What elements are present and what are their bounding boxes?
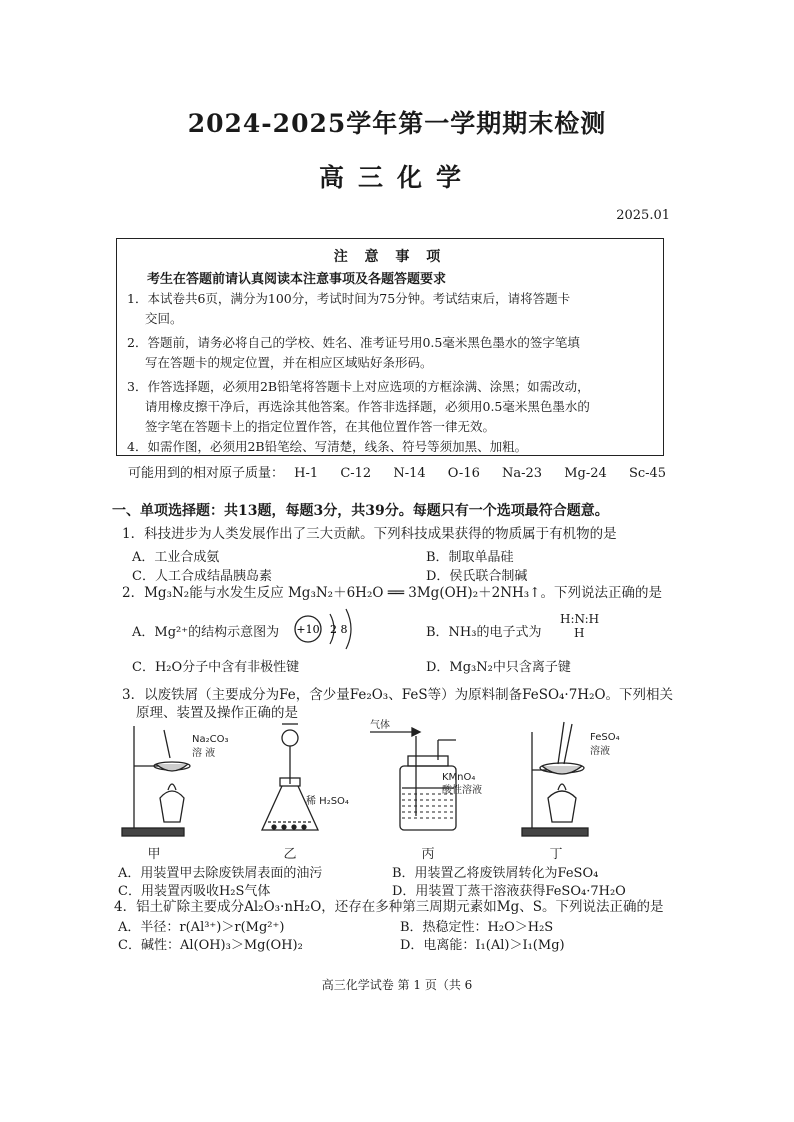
exam-date: 2025.01 bbox=[616, 208, 670, 223]
atomic-mass-value: C-12 bbox=[340, 466, 372, 481]
q4-option-a: A．半径：r(Al³⁺)＞r(Mg²⁺) bbox=[118, 920, 285, 935]
q3-stem-line1: 3．以废铁屑（主要成分为Fe，含少量Fe₂O₃、FeS等）为原料制备FeSO₄·7H₂O。下列相关 bbox=[122, 687, 674, 703]
q2-option-d: D．Mg₃N₂中只含离子键 bbox=[426, 660, 571, 675]
atomic-mass-value: Sc-45 bbox=[628, 466, 667, 481]
q2-option-a: A．Mg²⁺的结构示意图为 bbox=[132, 625, 280, 640]
notice-item: 3．作答选择题，必须用2B铅笔将答题卡上对应选项的方框涂满、涂黑；如需改动， bbox=[127, 379, 590, 394]
jia-reagent-2: 溶 液 bbox=[192, 748, 216, 759]
q3-option-b: B．用装置乙将废铁屑转化为FeSO₄ bbox=[392, 866, 599, 881]
q1-option-d: D．侯氏联合制碱 bbox=[426, 569, 528, 584]
q3-stem-line2: 原理、装置及操作正确的是 bbox=[136, 705, 298, 721]
apparatus-label-jia: 甲 bbox=[147, 847, 161, 862]
ding-reagent-1: FeSO₄ bbox=[590, 732, 620, 743]
apparatus-yi bbox=[262, 724, 318, 830]
q4-stem: 4．铝土矿除主要成分Al₂O₃·nH₂O，还存在多种第三周期元素如Mg、S。下列说法正确的是 bbox=[114, 899, 664, 915]
page-footer: 高三化学试卷 第 1 页（共 6 bbox=[321, 978, 473, 992]
q2-option-c: C．H₂O分子中含有非极性键 bbox=[132, 660, 300, 675]
q2-stem: 2．Mg₃N₂能与水发生反应 Mg₃N₂＋6H₂O ══ 3Mg(OH)₂＋2NH₃↑。下列说法正确的是 bbox=[122, 585, 662, 601]
notice-box bbox=[116, 238, 664, 456]
atomic-masses-label: 可能用到的相对原子质量： bbox=[128, 466, 285, 481]
exam-subject: 高三化学 bbox=[318, 163, 475, 192]
atomic-mass-value: Mg-24 bbox=[564, 466, 607, 481]
q1-stem: 1．科技进步为人类发展作出了三大贡献。下列科技成果获得的物质属于有机物的是 bbox=[122, 526, 617, 542]
q4-option-d: D．电离能：I₁(Al)＞I₁(Mg) bbox=[400, 938, 565, 953]
apparatus-label-ding: 丁 bbox=[549, 847, 563, 862]
q4-option-c: C．碱性：Al(OH)₃＞Mg(OH)₂ bbox=[118, 938, 303, 953]
q3-option-c: C．用装置丙吸收H₂S气体 bbox=[118, 884, 271, 899]
notice-item: 2．答题前，请务必将自己的学校、姓名、准考证号用0.5毫米黑色墨水的签字笔填 bbox=[127, 335, 580, 350]
q1-option-a: A．工业合成氨 bbox=[132, 550, 220, 565]
atomic-mass-value: O-16 bbox=[447, 466, 480, 481]
section-heading: 一、单项选择题：共13题，每题3分，共39分。每题只有一个选项最符合题意。 bbox=[112, 503, 609, 519]
q1-option-b: B．制取单晶硅 bbox=[426, 550, 514, 565]
notice-item: 4．如需作图，必须用2B铅笔绘、写清楚，线条、符号等须加黑、加粗。 bbox=[127, 439, 528, 454]
nucleus-charge: +10 bbox=[296, 623, 320, 636]
electron-formula-top: H:N:H bbox=[560, 612, 600, 626]
apparatus-ding bbox=[522, 722, 588, 836]
q3-option-d: D．用装置丁蒸干溶液获得FeSO₄·7H₂O bbox=[392, 884, 626, 899]
apparatus-label-yi: 乙 bbox=[283, 847, 297, 862]
apparatus-jia bbox=[122, 726, 190, 836]
q2-option-b: B．NH₃的电子式为 bbox=[426, 625, 542, 640]
atomic-mass-value: N-14 bbox=[393, 466, 426, 481]
atomic-masses bbox=[128, 462, 682, 481]
q3-option-a: A．用装置甲去除废铁屑表面的油污 bbox=[118, 866, 323, 881]
bing-gas: 气体 bbox=[370, 720, 390, 731]
atomic-mass-value: H-1 bbox=[294, 466, 319, 481]
electron-shells: 2 8 bbox=[330, 623, 348, 636]
notice-item: 1．本试卷共6页，满分为100分，考试时间为75分钟。考试结束后，请将答题卡 bbox=[127, 291, 571, 306]
notice-item: 交回。 bbox=[145, 311, 183, 326]
electron-formula-bottom: H bbox=[574, 626, 585, 640]
notice-item: 签字笔在答题卡上的指定位置作答，在其他位置作答一律无效。 bbox=[145, 419, 496, 434]
atomic-mass-value: Na-23 bbox=[502, 466, 543, 481]
apparatus-label-bing: 丙 bbox=[421, 847, 435, 862]
exam-title: 2024-2025学年第一学期期末检测 bbox=[187, 109, 607, 138]
yi-reagent: 稀 H₂SO₄ bbox=[306, 796, 349, 807]
notice-item: 写在答题卡的规定位置，并在相应区域贴好条形码。 bbox=[145, 355, 433, 370]
apparatus-figure bbox=[112, 718, 692, 864]
notice-subheading: 考生在答题前请认真阅读本注意事项及各题答题要求 bbox=[147, 272, 447, 287]
mg-ion-structure-diagram bbox=[292, 604, 374, 654]
bing-reagent-1: KMnO₄ bbox=[442, 772, 476, 783]
q4-option-b: B．热稳定性：H₂O＞H₂S bbox=[400, 920, 554, 935]
bing-reagent-2: 酸性溶液 bbox=[442, 785, 482, 796]
q1-option-c: C．人工合成结晶胰岛素 bbox=[132, 569, 272, 584]
nh3-electron-formula bbox=[560, 612, 599, 640]
ding-reagent-2: 溶液 bbox=[590, 746, 610, 757]
notice-item: 请用橡皮擦干净后，再选涂其他答案。作答非选择题，必须用0.5毫米黑色墨水的 bbox=[145, 399, 590, 414]
jia-reagent-1: Na₂CO₃ bbox=[192, 734, 229, 745]
notice-heading: 注 意 事 项 bbox=[333, 249, 447, 265]
